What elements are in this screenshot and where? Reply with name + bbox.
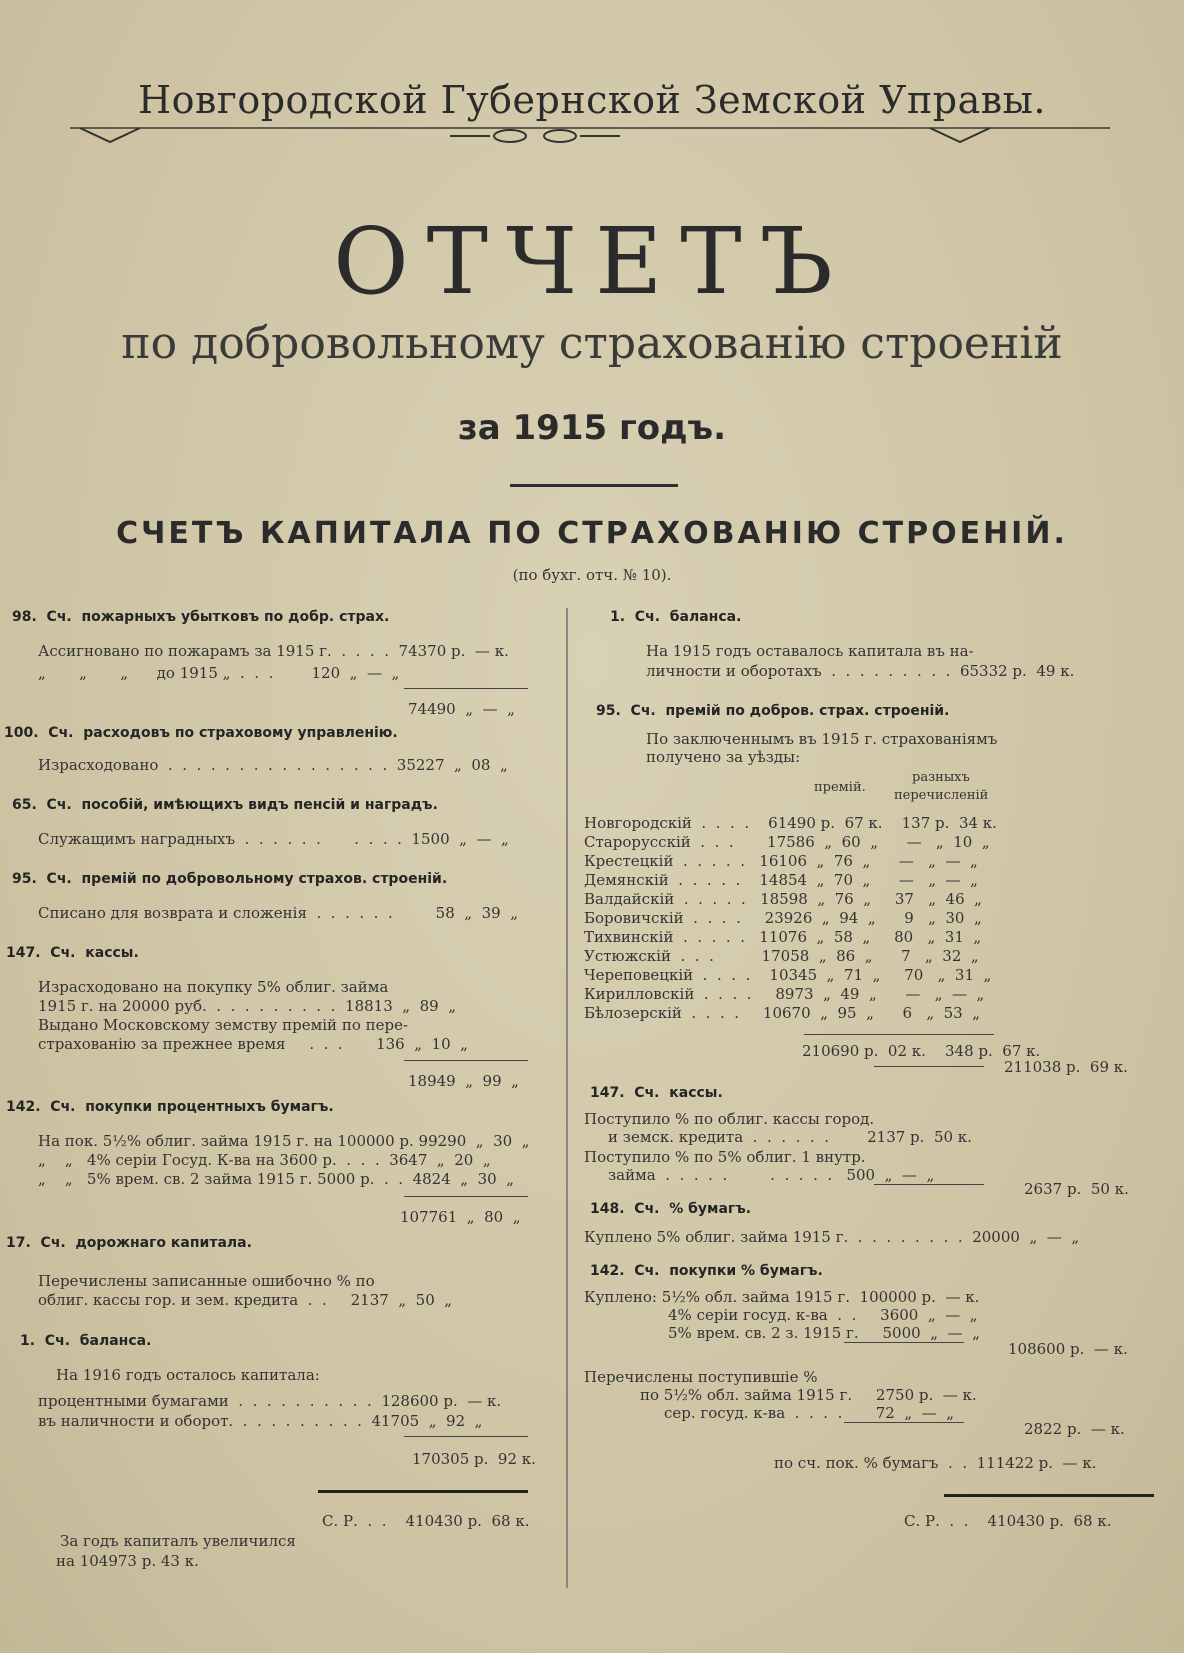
right-line: займа . . . . . . . . . . 500 „ — „: [608, 1166, 935, 1184]
right-line: Куплено: 5½% обл. займа 1915 г. 100000 р. — к.: [584, 1288, 980, 1306]
left-line: процентными бумагами . . . . . . . . . . 128600 р. — к.: [38, 1392, 502, 1410]
left-subtotal: 74490 „ — „: [408, 700, 515, 718]
sum-rule: [404, 1436, 528, 1437]
right-line: и земск. кредита . . . . . . 2137 р. 50 к.: [608, 1128, 972, 1146]
document-title: ОТЧЕТЪ: [333, 208, 851, 315]
document-subtitle: по добровольному страхованію строеній: [121, 318, 1063, 369]
right-grand-total: С. Р. . . 410430 р. 68 к.: [904, 1512, 1112, 1530]
left-line: На пок. 5½% облиг. займа 1915 г. на 100000 р. 99290 „ 30 „: [38, 1132, 530, 1150]
left-heading-142: 142. Сч. покупки процентныхъ бумагъ.: [6, 1099, 334, 1115]
left-line: Израсходовано на покупку 5% облиг. займа: [38, 978, 389, 996]
right-heading-147: 147. Сч. кассы.: [590, 1085, 723, 1101]
county-row: Бѣлозерскій . . . . 10670 „ 95 „ 6 „ 53 „: [584, 1004, 981, 1022]
right-subtotal: 2637 р. 50 к.: [1024, 1180, 1129, 1198]
left-line: „ „ 5% врем. св. 2 займа 1915 г. 5000 р. . . 4824 „ 30 „: [38, 1170, 515, 1188]
left-heading-95: 95. Сч. премій по добровольному страхов. строеній.: [12, 871, 448, 887]
right-heading-142: 142. Сч. покупки % бумагъ.: [590, 1263, 823, 1279]
left-subtotal: 170305 р. 92 к.: [412, 1450, 536, 1468]
sum-rule: [844, 1422, 964, 1423]
left-line: На 1916 годъ осталось капитала:: [56, 1366, 320, 1384]
left-line: страхованію за прежнее время . . . 136 „ 10 „: [38, 1035, 468, 1053]
left-line: Ассигновано по пожарамъ за 1915 г. . . . . 74370 р. — к.: [38, 642, 509, 660]
right-line: Куплено 5% облиг. займа 1915 г. . . . . . . . . 20000 „ — „: [584, 1228, 1080, 1246]
county-row: Демянскій . . . . . 14854 „ 70 „ — „ — „: [584, 871, 978, 889]
page-header: Новгородской Губернской Земской Управы.: [138, 78, 1046, 122]
left-heading-98: 98. Сч. пожарныхъ убытковъ по добр. страх.: [12, 609, 390, 625]
county-row: Новгородскій . . . . 61490 р. 67 к. 137 р. 34 к.: [584, 814, 997, 832]
col-head-premiums: премій.: [814, 780, 866, 795]
right-line: по 5½% обл. займа 1915 г. 2750 р. — к.: [640, 1386, 977, 1404]
left-line: Израсходовано . . . . . . . . . . . . . . . . 35227 „ 08 „: [38, 756, 508, 774]
title-divider: [510, 484, 678, 487]
sum-rule: [404, 688, 528, 689]
right-line: По заключеннымъ въ 1915 г. страхованіямъ: [646, 730, 998, 748]
county-row: Череповецкій . . . . 10345 „ 71 „ 70 „ 31 „: [584, 966, 992, 984]
sum-rule: [404, 1060, 528, 1061]
right-heading-148: 148. Сч. % бумагъ.: [590, 1201, 752, 1217]
col-head-transfers: перечисленій: [894, 788, 989, 803]
left-subtotal: 107761 „ 80 „: [400, 1208, 521, 1226]
left-note: За годъ капиталъ увеличился: [60, 1532, 296, 1550]
document-year: за 1915 годъ.: [457, 408, 727, 448]
right-line: 5% врем. св. 2 з. 1915 г. 5000 „ — „: [668, 1324, 980, 1342]
sum-rule: [844, 1342, 964, 1343]
left-heading-100: 100. Сч. расходовъ по страховому управленію.: [4, 725, 398, 741]
left-line: въ наличности и оборот. . . . . . . . . . 41705 „ 92 „: [38, 1412, 483, 1430]
section-note: (по бухг. отч. № 10).: [512, 566, 672, 584]
county-row: Тихвинскій . . . . . 11076 „ 58 „ 80 „ 31 „: [584, 928, 982, 946]
right-line: по сч. пок. % бумагъ . . 111422 р. — к.: [774, 1454, 1097, 1472]
right-line: получено за уѣзды:: [646, 748, 801, 766]
left-note: на 104973 р. 43 к.: [56, 1552, 199, 1570]
sum-rule: [874, 1066, 984, 1067]
county-row: Устюжскій . . . 17058 „ 86 „ 7 „ 32 „: [584, 947, 979, 965]
right-subtotal: 210690 р. 02 к. 348 р. 67 к.: [802, 1042, 1041, 1060]
total-rule: [944, 1494, 1154, 1497]
section-title: СЧЕТЪ КАПИТАЛА ПО СТРАХОВАНІЮ СТРОЕНІЙ.: [116, 516, 1068, 551]
left-subtotal: 18949 „ 99 „: [408, 1072, 519, 1090]
right-line: Поступило % по 5% облиг. 1 внутр.: [584, 1148, 866, 1166]
left-line: „ „ „ до 1915 „ . . . 120 „ — „: [38, 664, 400, 682]
right-subtotal: 211038 р. 69 к.: [1004, 1058, 1128, 1076]
left-line: облиг. кассы гор. и зем. кредита . . 2137 „ 50 „: [38, 1291, 453, 1309]
column-divider: [566, 608, 568, 1588]
left-heading-17: 17. Сч. дорожнаго капитала.: [6, 1235, 252, 1251]
left-line: Служащимъ наградныхъ . . . . . . . . . . 1500 „ — „: [38, 830, 509, 848]
left-line: Списано для возврата и сложенія . . . . . . 58 „ 39 „: [38, 904, 518, 922]
left-line: Выдано Московскому земству премій по пере-: [38, 1016, 409, 1034]
right-subtotal: 2822 р. — к.: [1024, 1420, 1125, 1438]
col-head-other: разныхъ: [912, 770, 970, 785]
left-grand-total: С. Р. . . 410430 р. 68 к.: [322, 1512, 530, 1530]
sum-rule: [404, 1196, 528, 1197]
total-rule: [318, 1490, 528, 1493]
right-line: Поступило % по облиг. кассы город.: [584, 1110, 875, 1128]
right-heading-1: 1. Сч. баланса.: [610, 609, 742, 625]
header-ornament: [70, 120, 1110, 150]
county-row: Боровичскій . . . . 23926 „ 94 „ 9 „ 30 „: [584, 909, 982, 927]
county-row: Валдайскій . . . . . 18598 „ 76 „ 37 „ 46 „: [584, 890, 982, 908]
county-row: Старорусскій . . . 17586 „ 60 „ — „ 10 „: [584, 833, 990, 851]
left-heading-65: 65. Сч. пособій, имѣющихъ видъ пенсій и наградъ.: [12, 797, 438, 813]
right-heading-95: 95. Сч. премій по добров. страх. строеній.: [596, 703, 950, 719]
right-line: сер. госуд. к-ва . . . . 72 „ — „: [664, 1404, 954, 1422]
right-line: 4% серіи госуд. к-ва . . 3600 „ — „: [668, 1306, 978, 1324]
sum-rule: [804, 1034, 994, 1035]
right-line: личности и оборотахъ . . . . . . . . . 65332 р. 49 к.: [646, 662, 1075, 680]
left-heading-147: 147. Сч. кассы.: [6, 945, 139, 961]
right-line: На 1915 годъ оставалось капитала въ на-: [646, 642, 974, 660]
left-heading-1: 1. Сч. баланса.: [20, 1333, 152, 1349]
county-row: Кирилловскій . . . . 8973 „ 49 „ — „ — „: [584, 985, 985, 1003]
left-line: 1915 г. на 20000 руб. . . . . . . . . . 18813 „ 89 „: [38, 997, 456, 1015]
right-subtotal: 108600 р. — к.: [1008, 1340, 1128, 1358]
right-line: Перечислены поступившіе %: [584, 1368, 818, 1386]
left-line: „ „ 4% серіи Госуд. К-ва на 3600 р. . . . 3647 „ 20 „: [38, 1151, 491, 1169]
county-row: Крестецкій . . . . . 16106 „ 76 „ — „ — „: [584, 852, 978, 870]
left-line: Перечислены записанные ошибочно % по: [38, 1272, 375, 1290]
sum-rule: [874, 1184, 984, 1185]
